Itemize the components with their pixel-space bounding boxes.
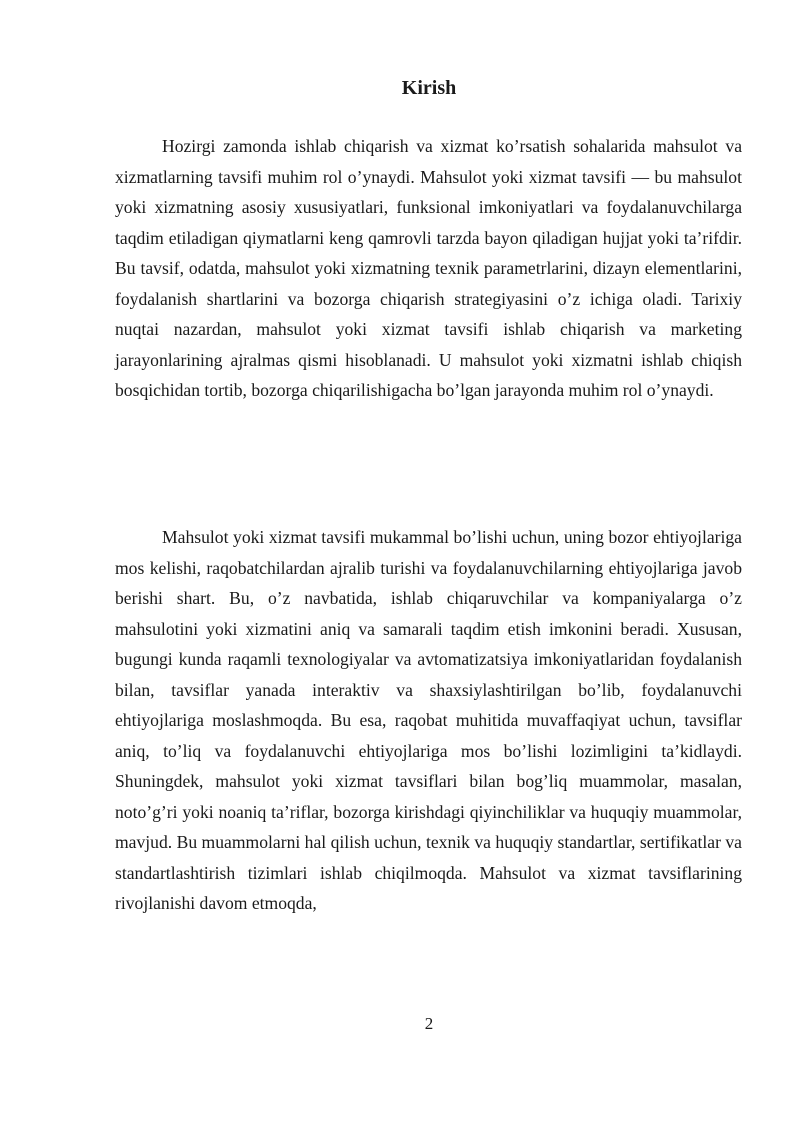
section-title: Kirish	[401, 77, 457, 99]
page-number: 2	[424, 1014, 434, 1033]
paragraph-2: Mahsulot yoki xizmat tavsifi mukammal bo’lishi uchun, uning bozor ehtiyojlariga mos kelishi, raqobatchilardan ajralib turishi va foydalanuvchilarning ehtiyojlariga javob berishi shart. Bu, o’z navbatida, ishlab chiqaruvchilar va kompaniyalarga o’z mahsulotini yoki xizmatini aniq va samarali taqdim etish imkonini beradi. Xususan, bugungi kunda raqamli texnologiyalar va avtomatizatsiya imkoniyatlaridan foydalanish bilan, tavsiflar yanada interaktiv va shaxsiylashtirilgan bo’lib, foydalanuvchi ehtiyojlariga moslashmoqda. Bu esa, raqobat muhitida muvaffaqiyat uchun, tavsiflar aniq, to’liq va foydalanuvchi ehtiyojlariga mos bo’lishi lozimligini ta’kidlaydi. Shuningdek, mahsulot yoki xizmat tavsiflari bilan bog’liq muammolar, masalan, noto’g’ri yoki noaniq ta’riflar, bozorga kirishdagi qiyinchiliklar va huquqiy muammolar, mavjud. Bu muammolarni hal qilish uchun, texnik va huquqiy standartlar, sertifikatlar va standartlashtirish tizimlari ishlab chiqilmoqda. Mahsulot va xizmat tavsiflarining rivojlanishi davom etmoqda,	[115, 527, 742, 913]
paragraph-1: Hozirgi zamonda ishlab chiqarish va xizmat ko’rsatish sohalarida mahsulot va xizmatlarning tavsifi muhim rol o’ynaydi. Mahsulot yoki xizmat tavsifi — bu mahsulot yoki xizmatning asosiy xususiyatlari, funksional imkoniyatlari va foydalanuvchilarga taqdim etiladigan qiymatlarni keng qamrovli tarzda bayon qiladigan hujjat yoki ta’rifdir. Bu tavsif, odatda, mahsulot yoki xizmatning texnik parametrlarini, dizayn elementlarini, foydalanish shartlarini va bozorga chiqarish strategiyasini o’z ichiga oladi. Tarixiy nuqtai nazardan, mahsulot yoki xizmat tavsifi ishlab chiqarish va marketing jarayonlarining ajralmas qismi hisoblanadi. U mahsulot yoki xizmatni ishlab chiqish bosqichidan tortib, bozorga chiqarilishigacha bo’lgan jarayonda muhim rol o’ynaydi.	[115, 136, 742, 400]
